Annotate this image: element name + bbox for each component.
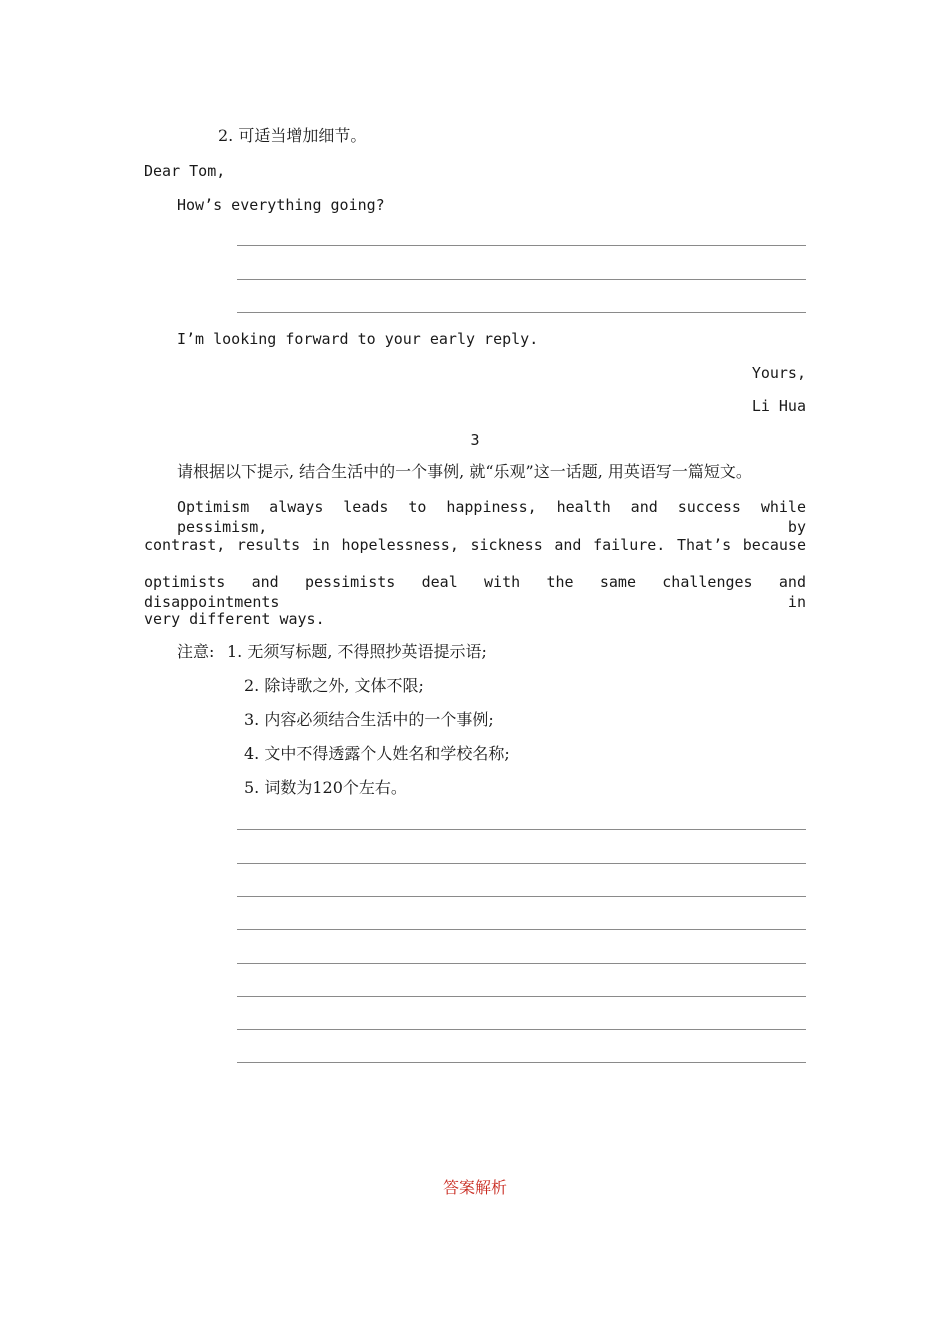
note-item: 4. 文中不得透露个人姓名和学校名称; bbox=[244, 744, 510, 763]
prompt-line-1: Optimism always leads to happiness, health and success while pessimism, by bbox=[177, 498, 806, 536]
notes-label: 注意: bbox=[177, 642, 215, 661]
prompt-line-3: optimists and pessimists deal with the same challenges and disappointments in bbox=[144, 573, 806, 611]
writing-line bbox=[237, 929, 806, 930]
answer-analysis-link[interactable]: 答案解析 bbox=[442, 1178, 507, 1197]
note-2-text: 2. 可适当增加细节。 bbox=[218, 126, 367, 145]
prompt-line-2: contrast, results in hopelessness, sickness and failure. That’s because bbox=[144, 536, 806, 554]
letter-closing-line: I’m looking forward to your early reply. bbox=[177, 330, 539, 348]
note-item: 3. 内容必须结合生活中的一个事例; bbox=[244, 710, 494, 729]
writing-line bbox=[237, 829, 806, 830]
letter-signature: Li Hua bbox=[751, 397, 806, 415]
note-item: 2. 除诗歌之外, 文体不限; bbox=[244, 676, 424, 695]
writing-line bbox=[237, 279, 806, 280]
question-number: 3 bbox=[470, 431, 480, 449]
writing-line bbox=[237, 1062, 806, 1063]
writing-line bbox=[237, 245, 806, 246]
prompt-line-4: very different ways. bbox=[144, 610, 325, 628]
writing-line bbox=[237, 312, 806, 313]
letter-opening: How’s everything going? bbox=[177, 196, 385, 214]
letter-salutation: Dear Tom, bbox=[144, 162, 226, 180]
question-instruction: 请根据以下提示, 结合生活中的一个事例, 就“乐观”这一话题, 用英语写一篇短文。 bbox=[177, 462, 752, 481]
writing-line bbox=[237, 896, 806, 897]
note-item: 5. 词数为120个左右。 bbox=[244, 778, 407, 797]
writing-line bbox=[237, 963, 806, 964]
writing-line bbox=[237, 996, 806, 997]
letter-sign-off: Yours, bbox=[751, 364, 806, 382]
writing-line bbox=[237, 863, 806, 864]
writing-line bbox=[237, 1029, 806, 1030]
note-item: 1. 无须写标题, 不得照抄英语提示语; bbox=[227, 642, 487, 661]
